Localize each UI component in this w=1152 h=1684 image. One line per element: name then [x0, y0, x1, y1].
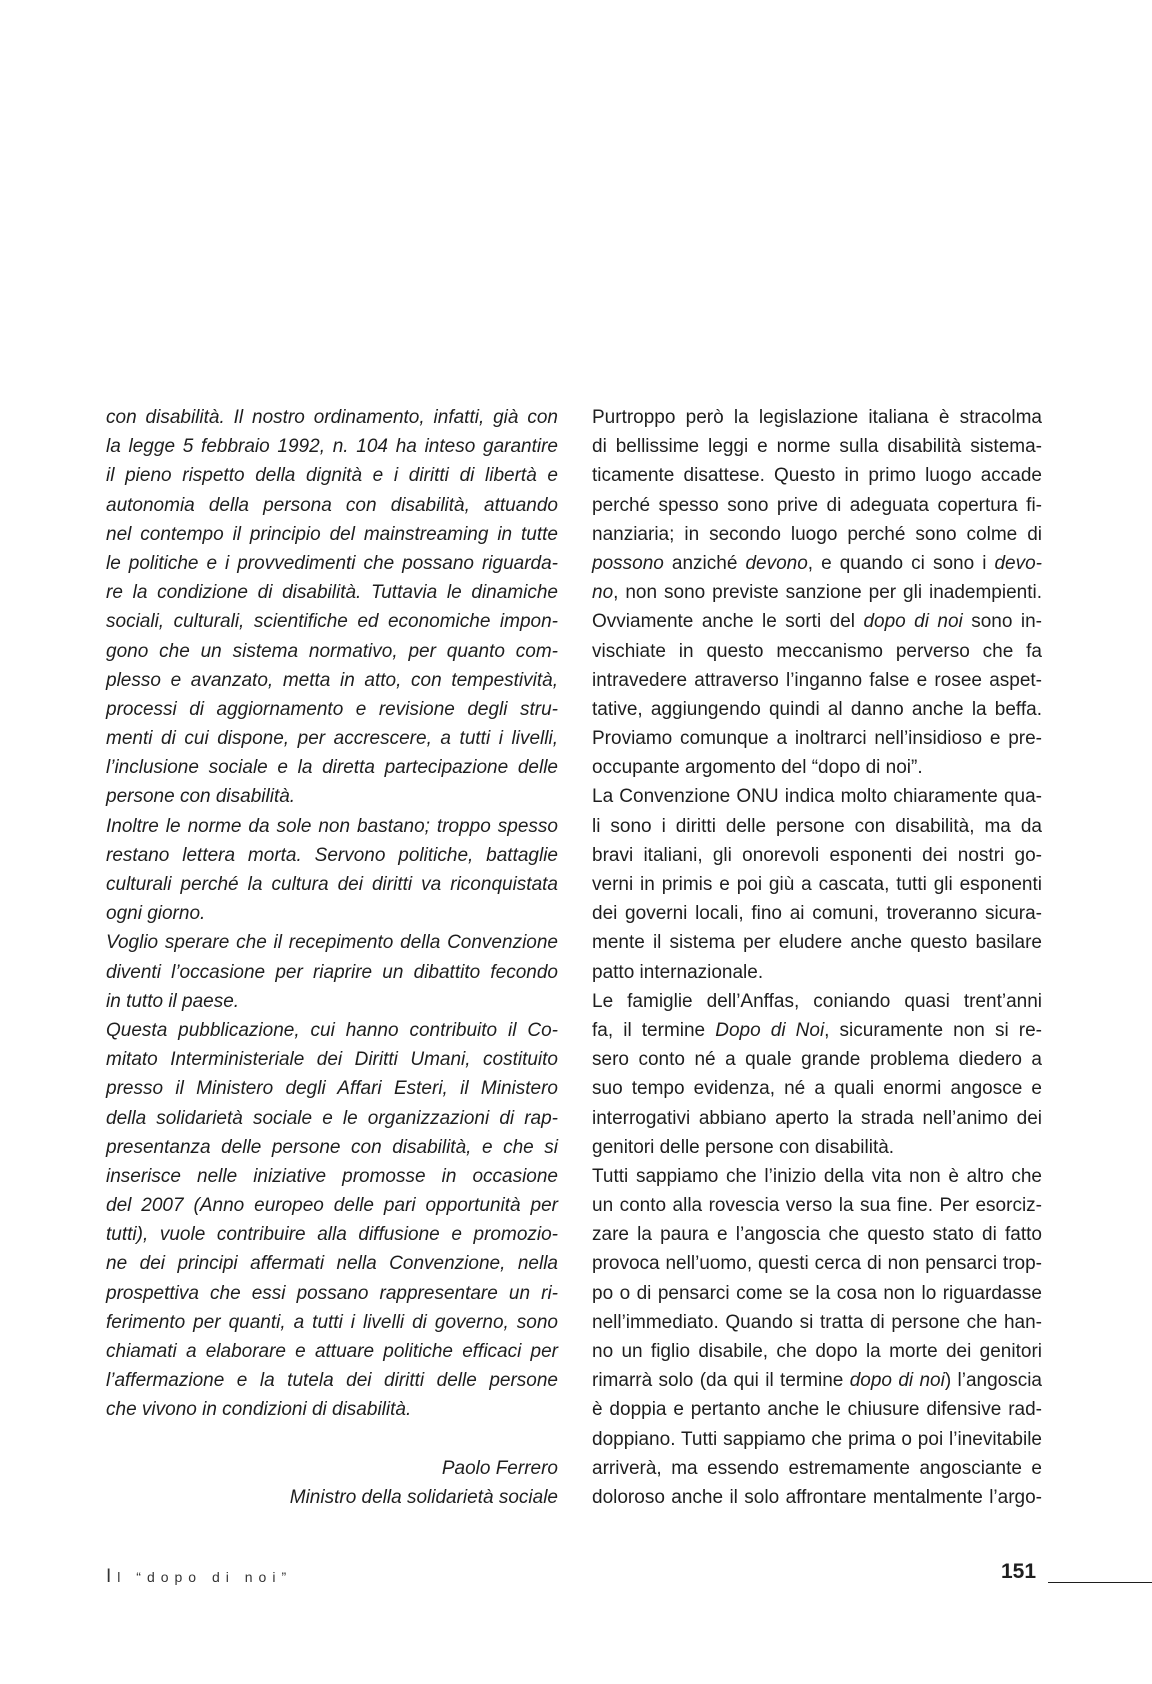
text-segment: suo tempo evidenza, né a quali enormi angosce e [592, 1078, 1042, 1100]
text-line [592, 782, 1042, 811]
text-line [592, 958, 1042, 987]
text-line: ne dei principi affermati nella Convenzione, nella [106, 1253, 558, 1275]
italic-term: dopo di noi [849, 1370, 945, 1392]
text-line: le politiche e i provvedimenti che possano riguarda- [106, 552, 558, 574]
text-line [592, 695, 1042, 724]
text-line [592, 899, 1042, 928]
text-line [592, 870, 1042, 899]
text-segment: genitori delle persone con disabilità. [592, 1136, 895, 1158]
text-line [592, 461, 1042, 490]
text-segment: doppiano. Tutti sappiamo che prima o poi l’inevitabile [592, 1428, 1042, 1450]
text-segment: verni in primis e poi giù a cascata, tutti gli esponenti [592, 874, 1042, 895]
text-line: sociali, culturali, scientifiche ed economiche impon- [106, 611, 558, 633]
text-segment: anziché [663, 552, 746, 574]
text-line [592, 841, 1042, 870]
text-line [592, 491, 1042, 520]
text-line: ferimento per quanti, a tutti i livelli di governo, sono [106, 1311, 558, 1333]
text-line [592, 1133, 1042, 1162]
italic-term: devo- [994, 552, 1042, 574]
text-segment: rimarrà solo (da qui il termine [592, 1370, 850, 1392]
text-line: menti di cui dispone, per accrescere, a tutti i livelli, [106, 728, 558, 750]
text-line: della solidarietà sociale e le organizzazioni di rap- [106, 1107, 558, 1129]
signature-name: Paolo Ferrero [441, 1457, 558, 1479]
text-segment: intravedere attraverso l’inganno false e rosee aspet- [592, 669, 1042, 691]
text-line [592, 1249, 1042, 1278]
text-line: il pieno rispetto della dignità e i diritti di libertà e [106, 465, 558, 487]
page-number: 151 [1001, 1560, 1037, 1583]
text-segment: , sicuramente non si re- [824, 1019, 1042, 1041]
text-segment: Le famiglie dell’Anffas, coniando quasi trent’anni [592, 990, 1042, 1012]
text-line: la legge 5 febbraio 1992, n. 104 ha inteso garantire [106, 436, 558, 458]
text-segment: li sono i diritti delle persone con disabilità, ma da [592, 815, 1042, 837]
text-line [592, 1074, 1042, 1103]
text-segment: po o di pensarci come se la cosa non lo riguardasse [592, 1282, 1042, 1304]
text-line: ogni giorno. [106, 903, 206, 925]
text-line [592, 520, 1042, 549]
text-segment: doloroso anche il solo affrontare mentalmente l’argo- [592, 1486, 1042, 1508]
text-line [592, 928, 1042, 957]
text-segment: no un figlio disabile, che dopo la morte dei genitori [592, 1341, 1042, 1362]
left-column [106, 403, 558, 1512]
text-line: presentanza delle persone con disabilità, e che si [106, 1136, 558, 1158]
signature-spacer [106, 1425, 558, 1454]
text-segment: tative, aggiungendo quindi al danno anche la beffa. [592, 698, 1042, 720]
text-segment: mente il sistema per eludere anche questo basilare [592, 932, 1042, 954]
text-line: culturali perché la cultura dei diritti va riconquistata [106, 874, 558, 895]
text-segment: Ovviamente anche le sorti del [592, 611, 864, 633]
text-segment: provoca nell’uomo, questi cerca di non pensarci trop- [592, 1253, 1042, 1275]
text-line: tutti), vuole contribuire alla diffusione e promozio- [106, 1224, 558, 1246]
text-segment: , e quando ci sono i [807, 552, 995, 574]
running-title [106, 1566, 292, 1588]
text-line: prospettiva che essi possano rappresentare un ri- [106, 1282, 558, 1304]
text-segment: nanziaria; in secondo luogo perché sono colme di [592, 523, 1042, 545]
text-line [592, 666, 1042, 695]
text-segment: zare la paura e l’angoscia che questo stato di fatto [592, 1224, 1042, 1246]
text-line: autonomia della persona con disabilità, attuando [106, 494, 558, 516]
running-title-initial: I [106, 1566, 118, 1587]
text-line: nel contempo il principio del mainstreaming in tutte [106, 523, 558, 545]
text-line [592, 1191, 1042, 1220]
text-line: inserisce nelle iniziative promosse in occasione [106, 1165, 558, 1187]
text-line [592, 1308, 1042, 1337]
text-segment: interrogativi abbiano aperto la strada nell’animo dei [592, 1107, 1042, 1129]
text-line: Inoltre le norme da sole non bastano; troppo spesso [106, 815, 558, 837]
text-line: gono che un sistema normativo, per quanto com- [106, 640, 558, 662]
text-line: l’affermazione e la tutela dei diritti delle persone [106, 1370, 558, 1392]
text-segment: di bellissime leggi e norme sulla disabilità sistema- [592, 436, 1042, 458]
text-line [592, 432, 1042, 461]
text-line: chiamati a elaborare e attuare politiche efficaci per [106, 1341, 558, 1362]
text-segment: ticamente disattese. Questo in primo luogo accade [592, 465, 1042, 487]
text-line [592, 1425, 1042, 1454]
text-line: restano lettera morta. Servono politiche, battaglie [106, 844, 558, 866]
text-segment: La Convenzione ONU indica molto chiaramente qua- [592, 786, 1042, 808]
italic-term: Dopo di Noi [715, 1019, 825, 1041]
text-line: con disabilità. Il nostro ordinamento, infatti, già con [106, 407, 558, 428]
text-line [592, 1162, 1042, 1191]
italic-term: possono [592, 552, 664, 574]
text-segment: ) l’angoscia [944, 1370, 1042, 1392]
text-line: diventi l’occasione per riaprire un dibattito fecondo [106, 961, 558, 983]
text-line [592, 578, 1042, 607]
text-line [592, 1454, 1042, 1483]
text-line [592, 1220, 1042, 1249]
text-line: l’inclusione sociale e la diretta partecipazione delle [106, 757, 558, 779]
italic-term: devono [745, 552, 808, 574]
text-segment: nell’immediato. Quando si tratta di persone che han- [592, 1311, 1042, 1333]
text-line [592, 1104, 1042, 1133]
text-line [592, 1366, 1042, 1395]
text-line: processi di aggiornamento e revisione degli stru- [106, 698, 558, 720]
text-segment: , non sono previste sanzione per gli inadempienti. [613, 582, 1042, 604]
running-title-text: l “dopo di noi” [117, 1569, 293, 1585]
text-line: che vivono in condizioni di disabilità. [106, 1399, 412, 1421]
text-line [592, 607, 1042, 636]
text-segment: sono in- [962, 611, 1043, 633]
text-segment: Purtroppo però la legislazione italiana è stracolma [592, 407, 1042, 428]
text-line [592, 1279, 1042, 1308]
page-footer [106, 1560, 1152, 1590]
text-line: del 2007 (Anno europeo delle pari opportunità per [106, 1195, 558, 1217]
text-line: Voglio sperare che il recepimento della Convenzione [106, 932, 558, 954]
text-line: persone con disabilità. [106, 786, 296, 808]
right-column [592, 403, 1042, 1512]
text-segment: patto internazionale. [592, 961, 764, 983]
italic-term: no [592, 582, 614, 604]
page-number-rule [1048, 1582, 1152, 1583]
text-segment: sero conto né a quale grande problema diedero a [592, 1049, 1042, 1071]
text-line [592, 1016, 1042, 1045]
signature-role: Ministro della solidarietà sociale [289, 1486, 558, 1508]
text-segment: Proviamo comunque a inoltrarci nell’insidioso e pre- [592, 728, 1042, 750]
text-line: in tutto il paese. [106, 990, 240, 1012]
text-segment: è doppia e pertanto anche le chiusure difensive rad- [592, 1399, 1042, 1421]
text-segment: arriverà, ma essendo estremamente angosciante e [592, 1457, 1042, 1479]
text-segment: Tutti sappiamo che l’inizio della vita non è altro che [592, 1165, 1042, 1187]
text-line [592, 549, 1042, 578]
text-segment: vischiate in questo meccanismo perverso che fa [592, 640, 1042, 662]
text-line [592, 1045, 1042, 1074]
text-segment: un conto alla rovescia verso la sua fine. Per esorciz- [592, 1195, 1042, 1217]
text-line [592, 724, 1042, 753]
text-line [592, 403, 1042, 432]
text-line [592, 812, 1042, 841]
text-line: re la condizione di disabilità. Tuttavia le dinamiche [106, 582, 558, 604]
text-line: mitato Interministeriale dei Diritti Umani, costituito [106, 1049, 558, 1071]
text-segment: occupante argomento del “dopo di noi”. [592, 757, 923, 779]
text-line [592, 987, 1042, 1016]
text-segment: bravi italiani, gli onorevoli esponenti dei nostri go- [592, 844, 1042, 866]
text-line [592, 753, 1042, 782]
text-segment: dei governi locali, fino ai comuni, troveranno sicura- [592, 903, 1042, 925]
italic-term: dopo di noi [863, 611, 963, 633]
text-line [592, 637, 1042, 666]
text-line: Questa pubblicazione, cui hanno contribuito il Co- [106, 1019, 558, 1041]
text-segment: perché spesso sono prive di adeguata copertura fi- [592, 494, 1042, 516]
text-line: plesso e avanzato, metta in atto, con tempestività, [106, 669, 558, 691]
text-line [592, 1483, 1042, 1512]
text-segment: fa, il termine [592, 1019, 716, 1041]
text-line [592, 1395, 1042, 1424]
text-line [592, 1337, 1042, 1366]
text-line: presso il Ministero degli Affari Esteri, il Ministero [106, 1078, 558, 1100]
